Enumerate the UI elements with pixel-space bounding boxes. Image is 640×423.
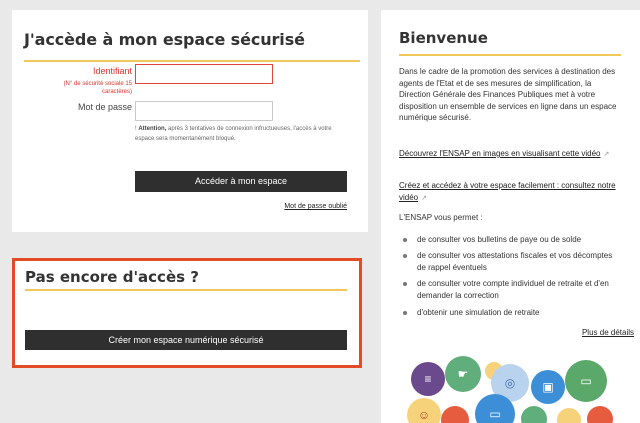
warning-bold: Attention, xyxy=(138,126,167,132)
identifiant-input[interactable] xyxy=(135,64,273,84)
list-item: de consulter vos bulletins de paye ou de solde xyxy=(401,234,623,246)
deco-circle xyxy=(521,406,547,423)
video-link-2-text: Créez et accédez à votre espace facilement : consultez notre vidéo xyxy=(399,181,616,202)
login-title-underline xyxy=(24,60,360,62)
forgot-password-link[interactable]: Mot de passe oublié xyxy=(284,203,347,210)
hand-pointer-icon: ☛ xyxy=(445,356,481,392)
video-link-2[interactable] xyxy=(399,180,621,204)
password-input[interactable] xyxy=(135,101,273,121)
ensap-allows-label: L'ENSAP vous permet : xyxy=(399,213,483,222)
welcome-underline xyxy=(399,54,621,56)
identifiant-sublabel: (N° de sécurité sociale 15 caractères) xyxy=(63,81,132,95)
list-item: de consulter vos attestations fiscales et vos décomptes de rappel éventuels xyxy=(401,250,623,273)
deco-circle xyxy=(557,408,581,423)
no-access-underline xyxy=(25,289,347,291)
password-label: Mot de passe xyxy=(77,102,132,112)
list-item: d'obtenir une simulation de retraite xyxy=(401,307,623,319)
warning-text: après 3 tentatives de connexion infructueuses, l'accès à votre espace sera momentanément bloqué. xyxy=(135,126,332,142)
login-title: J'accède à mon espace sécurisé xyxy=(24,30,305,49)
welcome-intro: Dans le cadre de la promotion des services à destination des agents de l'Etat et de ses mesures de simplification, la Direction Générale des Finances Publiques met à votre disposition un ensemble de services en ligne dans un espace numérique sécurisé. xyxy=(399,67,617,123)
video-link-1-text: Découvrez l'ENSAP en images en visualisant cette vidéo xyxy=(399,149,601,158)
external-link-icon: ↗ xyxy=(421,194,427,202)
briefcase-icon: ▣ xyxy=(531,370,565,404)
identifiant-label: Identifiant xyxy=(92,66,132,76)
create-space-button[interactable]: Créer mon espace numérique sécurisé xyxy=(25,330,347,350)
list-item: de consulter votre compte individuel de retraite et d'en demander la correction xyxy=(401,278,623,301)
login-panel xyxy=(12,10,368,232)
user-icon: ☺ xyxy=(407,398,441,423)
welcome-title: Bienvenue xyxy=(399,29,488,47)
laptop-icon: ▭ xyxy=(475,394,515,423)
external-link-icon: ↗ xyxy=(603,151,610,158)
more-details-link[interactable]: Plus de détails xyxy=(581,328,634,337)
video-link-1[interactable] xyxy=(399,148,621,161)
deco-circle xyxy=(587,406,613,423)
no-access-title: Pas encore d'accès ? xyxy=(25,268,199,286)
deco-circle xyxy=(441,406,469,423)
no-access-panel xyxy=(12,258,362,368)
sliders-icon: ≡ xyxy=(411,362,445,396)
coins-icon: ◎ xyxy=(491,364,529,402)
monitor-icon: ▭ xyxy=(565,360,607,402)
access-space-button[interactable]: Accéder à mon espace xyxy=(135,171,347,192)
lockout-warning xyxy=(135,124,347,144)
welcome-panel xyxy=(381,10,640,423)
warning-prefix: ! xyxy=(135,126,139,132)
